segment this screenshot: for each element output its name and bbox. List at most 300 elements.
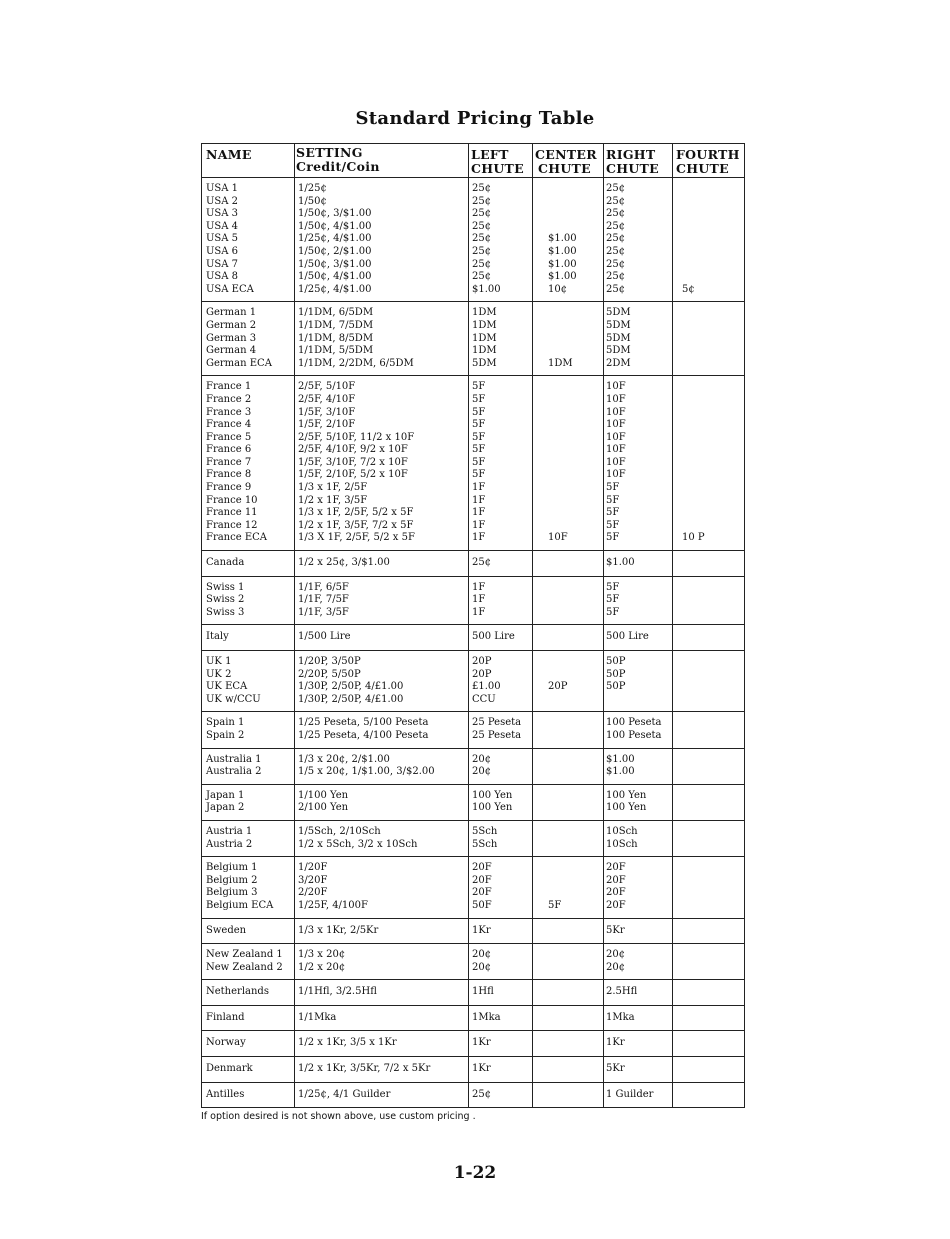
table-row <box>202 875 744 888</box>
cell-right-chute: 5F <box>606 494 620 506</box>
table-row <box>202 221 744 234</box>
table-row <box>202 839 744 852</box>
cell-left-chute: 1F <box>472 594 486 606</box>
cell-right-chute: 5F <box>606 482 620 494</box>
cell-name: UK 2 <box>206 668 232 680</box>
cell-left-chute: $1.00 <box>472 283 501 295</box>
cell-right-chute: 25¢ <box>606 245 626 257</box>
cell-setting: 1/25 Peseta, 5/100 Peseta <box>298 717 429 729</box>
table-row <box>202 208 744 221</box>
cell-setting: 1/20P, 3/50P <box>298 656 361 667</box>
table-row <box>202 1089 744 1102</box>
cell-name: Swiss 3 <box>206 606 245 618</box>
cell-setting: 1/1DM, 2/2DM, 6/5DM <box>298 357 414 369</box>
table-row <box>202 557 744 570</box>
cell-right-chute: 25¢ <box>606 271 626 283</box>
cell-right-chute: 10F <box>606 444 626 456</box>
cell-name: Austria 1 <box>206 825 253 837</box>
cell-left-chute: 1F <box>472 606 486 618</box>
cell-name: France 3 <box>206 406 252 418</box>
cell-setting: 2/5F, 4/10F, 9/2 x 10F <box>298 444 408 456</box>
cell-setting: 3/20F <box>298 874 328 886</box>
table-row <box>202 900 744 913</box>
cell-setting: 1/2 x 1Kr, 3/5Kr, 7/2 x 5Kr <box>298 1063 431 1075</box>
cell-right-chute: 20F <box>606 874 626 886</box>
cell-setting: 2/5F, 5/10F, 11/2 x 10F <box>298 431 415 443</box>
table-row <box>202 259 744 272</box>
cell-right-chute: $1.00 <box>606 557 635 569</box>
table-row <box>202 246 744 259</box>
cell-setting: 1/3 x 20¢, 2/$1.00 <box>298 753 390 765</box>
cell-name: German 3 <box>206 332 257 344</box>
table-row <box>202 233 744 246</box>
cell-right-chute: 25¢ <box>606 283 626 295</box>
cell-left-chute: 1F <box>472 507 486 519</box>
cell-name: Antilles <box>206 1088 245 1100</box>
cell-left-chute: 100 Yen <box>472 802 513 814</box>
cell-name: France 9 <box>206 482 252 494</box>
cell-name: USA 5 <box>206 233 239 245</box>
table-row <box>202 407 744 420</box>
cell-name: USA 2 <box>206 195 239 207</box>
cell-name: Finland <box>206 1011 245 1023</box>
cell-left-chute: 1DM <box>472 307 497 319</box>
cell-right-chute: 100 Yen <box>606 789 647 801</box>
cell-setting: 2/20P, 5/50P <box>298 668 361 680</box>
cell-name: UK ECA <box>206 681 248 693</box>
country-group <box>202 785 744 821</box>
table-row <box>202 520 744 533</box>
cell-right-chute: 10Sch <box>606 838 638 850</box>
table-row <box>202 826 744 839</box>
cell-left-chute: 50F <box>472 899 492 911</box>
table-row <box>202 925 744 938</box>
cell-name: Denmark <box>206 1063 253 1075</box>
table-row <box>202 656 744 669</box>
cell-setting: 1/500 Lire <box>298 631 351 643</box>
cell-name: German 2 <box>206 319 257 331</box>
cell-left-chute: 25¢ <box>472 258 492 270</box>
cell-name: France 12 <box>206 519 258 531</box>
country-group <box>202 821 744 857</box>
cell-right-chute: 50P <box>606 668 626 680</box>
cell-setting: 1/25¢, 4/$1.00 <box>298 233 372 245</box>
cell-setting: 1/20F <box>298 862 328 874</box>
header-left-sub: CHUTE <box>471 161 524 176</box>
country-group <box>202 1031 744 1057</box>
cell-center-chute: $1.00 <box>548 271 577 283</box>
cell-left-chute: 1F <box>472 532 486 544</box>
cell-name: USA 1 <box>206 183 239 194</box>
cell-right-chute: 25¢ <box>606 220 626 232</box>
cell-left-chute: 500 Lire <box>472 631 515 643</box>
cell-left-chute: 25¢ <box>472 557 492 569</box>
cell-setting: 1/3 x 1F, 2/5F, 5/2 x 5F <box>298 507 414 519</box>
cell-setting: 1/1F, 7/5F <box>298 594 349 606</box>
cell-right-chute: 25¢ <box>606 195 626 207</box>
cell-right-chute: 10Sch <box>606 825 638 837</box>
country-group <box>202 944 744 980</box>
cell-right-chute: 2DM <box>606 357 631 369</box>
cell-left-chute: 20¢ <box>472 961 492 973</box>
country-group <box>202 376 744 551</box>
cell-setting: 1/1F, 3/5F <box>298 606 349 618</box>
cell-right-chute: 5DM <box>606 345 631 357</box>
cell-right-chute: 5F <box>606 532 620 544</box>
cell-left-chute: 1DM <box>472 332 497 344</box>
cell-setting: 1/50¢ <box>298 195 327 207</box>
cell-left-chute: 5F <box>472 469 486 481</box>
cell-right-chute: 100 Yen <box>606 802 647 814</box>
cell-left-chute: 20F <box>472 862 492 874</box>
cell-name: France ECA <box>206 532 267 544</box>
cell-setting: 1/3 x 1Kr, 2/5Kr <box>298 924 379 936</box>
cell-left-chute: 1Kr <box>472 1063 491 1075</box>
cell-setting: 1/100 Yen <box>298 789 349 801</box>
table-row <box>202 307 744 320</box>
cell-right-chute: 10F <box>606 381 626 393</box>
cell-left-chute: 25 Peseta <box>472 717 522 729</box>
cell-right-chute: 20¢ <box>606 949 626 961</box>
cell-left-chute: 25¢ <box>472 1088 492 1100</box>
country-group <box>202 551 744 577</box>
country-group <box>202 625 744 651</box>
table-row <box>202 1012 744 1025</box>
cell-setting: 1/25F, 4/100F <box>298 899 368 911</box>
cell-name: USA 6 <box>206 245 239 257</box>
cell-setting: 1/5 x 20¢, 1/$1.00, 3/$2.00 <box>298 766 435 778</box>
cell-name: Belgium 2 <box>206 874 258 886</box>
page-number: 1-22 <box>453 1163 497 1183</box>
cell-left-chute: 25 Peseta <box>472 729 522 741</box>
cell-name: Australia 1 <box>206 753 262 765</box>
cell-name: UK 1 <box>206 656 232 667</box>
table-row <box>202 669 744 682</box>
table-row <box>202 681 744 694</box>
cell-right-chute: 100 Peseta <box>606 729 662 741</box>
table-row <box>202 532 744 545</box>
country-group <box>202 1006 744 1032</box>
cell-fourth-chute: 10 P <box>682 532 705 544</box>
cell-right-chute: 1Mka <box>606 1011 635 1023</box>
cell-name: USA ECA <box>206 283 254 295</box>
cell-setting: 1/3 x 20¢ <box>298 949 346 961</box>
cell-right-chute: 1 Guilder <box>606 1088 654 1100</box>
cell-name: German ECA <box>206 357 272 369</box>
table-row <box>202 358 744 371</box>
cell-right-chute: 5F <box>606 507 620 519</box>
cell-left-chute: 1F <box>472 581 486 593</box>
cell-name: German 1 <box>206 307 257 319</box>
cell-left-chute: 1F <box>472 494 486 506</box>
table-row <box>202 694 744 707</box>
country-group <box>202 980 744 1006</box>
table-row <box>202 631 744 644</box>
cell-name: Italy <box>206 631 229 643</box>
cell-right-chute: 5DM <box>606 332 631 344</box>
cell-name: France 11 <box>206 507 258 519</box>
cell-right-chute: 50P <box>606 656 626 667</box>
country-group <box>202 919 744 945</box>
table-row <box>202 582 744 595</box>
cell-left-chute: 1F <box>472 519 486 531</box>
table-row <box>202 594 744 607</box>
cell-right-chute: $1.00 <box>606 753 635 765</box>
cell-name: Swiss 1 <box>206 581 245 593</box>
table-row <box>202 766 744 779</box>
table-row <box>202 444 744 457</box>
table-row <box>202 419 744 432</box>
table-row <box>202 1037 744 1050</box>
cell-setting: 1/3 X 1F, 2/5F, 5/2 x 5F <box>298 532 415 544</box>
cell-right-chute: 50P <box>606 681 626 693</box>
cell-left-chute: 20F <box>472 887 492 899</box>
cell-setting: 1/5F, 2/10F, 5/2 x 10F <box>298 469 408 481</box>
cell-left-chute: 5F <box>472 393 486 405</box>
table-row <box>202 887 744 900</box>
table-row <box>202 345 744 358</box>
cell-left-chute: 20¢ <box>472 949 492 961</box>
cell-right-chute: 5F <box>606 519 620 531</box>
cell-right-chute: 20F <box>606 887 626 899</box>
cell-fourth-chute: 5¢ <box>682 283 695 295</box>
table-row <box>202 284 744 297</box>
cell-left-chute: £1.00 <box>472 681 501 693</box>
cell-left-chute: 100 Yen <box>472 789 513 801</box>
cell-name: Japan 1 <box>206 789 245 801</box>
cell-right-chute: 20F <box>606 899 626 911</box>
table-row <box>202 469 744 482</box>
cell-name: Australia 2 <box>206 766 262 778</box>
cell-name: France 4 <box>206 419 252 431</box>
cell-center-chute: $1.00 <box>548 258 577 270</box>
cell-left-chute: 1DM <box>472 345 497 357</box>
cell-name: Spain 2 <box>206 729 245 741</box>
cell-setting: 1/2 x 25¢, 3/$1.00 <box>298 557 390 569</box>
cell-center-chute: $1.00 <box>548 245 577 257</box>
cell-right-chute: 5F <box>606 594 620 606</box>
cell-right-chute: 500 Lire <box>606 631 649 643</box>
cell-setting: 1/25 Peseta, 4/100 Peseta <box>298 729 429 741</box>
cell-left-chute: 25¢ <box>472 208 492 220</box>
cell-name: France 1 <box>206 381 252 393</box>
cell-setting: 1/5F, 3/10F <box>298 406 356 418</box>
cell-left-chute: CCU <box>472 693 496 705</box>
cell-right-chute: 5DM <box>606 319 631 331</box>
country-group <box>202 302 744 376</box>
header-right: RIGHT <box>606 147 656 162</box>
cell-setting: 1/50¢, 2/$1.00 <box>298 245 372 257</box>
footnote: If option desired is not shown above, use custom pricing . <box>201 1111 476 1122</box>
cell-name: Swiss 2 <box>206 594 245 606</box>
cell-left-chute: 25¢ <box>472 271 492 283</box>
table-row <box>202 790 744 803</box>
cell-left-chute: 5F <box>472 381 486 393</box>
cell-left-chute: 1Kr <box>472 924 491 936</box>
country-group <box>202 178 744 302</box>
cell-setting: 1/1F, 6/5F <box>298 581 349 593</box>
cell-left-chute: 5Sch <box>472 825 498 837</box>
table-body <box>202 178 744 1107</box>
cell-name: New Zealand 2 <box>206 961 283 973</box>
cell-center-chute: 1DM <box>548 357 573 369</box>
cell-name: Sweden <box>206 924 247 936</box>
cell-name: Belgium 1 <box>206 862 258 874</box>
table-row <box>202 495 744 508</box>
cell-right-chute: 1Kr <box>606 1037 625 1049</box>
cell-setting: 1/1DM, 6/5DM <box>298 307 374 319</box>
cell-setting: 1/2 x 5Sch, 3/2 x 10Sch <box>298 838 418 850</box>
table-row <box>202 730 744 743</box>
cell-name: Spain 1 <box>206 717 245 729</box>
cell-left-chute: 5DM <box>472 357 497 369</box>
cell-center-chute: 20P <box>548 681 568 693</box>
cell-setting: 1/2 x 1Kr, 3/5 x 1Kr <box>298 1037 397 1049</box>
header-right-sub: CHUTE <box>606 161 659 176</box>
cell-setting: 1/2 x 1F, 3/5F, 7/2 x 5F <box>298 519 414 531</box>
cell-left-chute: 5F <box>472 444 486 456</box>
header-name: NAME <box>206 147 252 162</box>
cell-right-chute: 10F <box>606 419 626 431</box>
cell-right-chute: $1.00 <box>606 766 635 778</box>
page-title: Standard Pricing Table <box>355 108 595 129</box>
cell-right-chute: 25¢ <box>606 258 626 270</box>
table-row <box>202 320 744 333</box>
country-group <box>202 712 744 748</box>
table-row <box>202 754 744 767</box>
cell-name: France 8 <box>206 469 252 481</box>
cell-right-chute: 5Kr <box>606 1063 625 1075</box>
cell-name: France 7 <box>206 456 252 468</box>
cell-right-chute: 10F <box>606 393 626 405</box>
cell-setting: 1/1DM, 7/5DM <box>298 319 374 331</box>
country-group <box>202 1057 744 1083</box>
table-row <box>202 271 744 284</box>
cell-setting: 1/50¢, 3/$1.00 <box>298 208 372 220</box>
table-row <box>202 717 744 730</box>
cell-right-chute: 10F <box>606 431 626 443</box>
table-row <box>202 381 744 394</box>
cell-right-chute: 5F <box>606 606 620 618</box>
cell-center-chute: 10¢ <box>548 283 568 295</box>
cell-setting: 1/50¢, 3/$1.00 <box>298 258 372 270</box>
table-row <box>202 394 744 407</box>
country-group <box>202 749 744 785</box>
table-row <box>202 862 744 875</box>
table-row <box>202 183 744 196</box>
cell-left-chute: 20¢ <box>472 753 492 765</box>
cell-left-chute: 20P <box>472 656 492 667</box>
cell-right-chute: 20¢ <box>606 961 626 973</box>
cell-setting: 1/2 x 1F, 3/5F <box>298 494 368 506</box>
table-row <box>202 986 744 999</box>
header-setting-sub: Credit/Coin <box>296 159 380 174</box>
cell-setting: 1/1Mka <box>298 1011 337 1023</box>
table-row <box>202 607 744 620</box>
table-row <box>202 457 744 470</box>
cell-name: Norway <box>206 1037 246 1049</box>
header-fourth: FOURTH <box>676 147 740 162</box>
cell-setting: 1/1DM, 8/5DM <box>298 332 374 344</box>
cell-setting: 1/50¢, 4/$1.00 <box>298 220 372 232</box>
table-header <box>202 144 744 178</box>
cell-setting: 1/5F, 2/10F <box>298 419 356 431</box>
cell-left-chute: 1Kr <box>472 1037 491 1049</box>
cell-setting: 1/2 x 20¢ <box>298 961 346 973</box>
cell-left-chute: 5F <box>472 456 486 468</box>
table-row <box>202 432 744 445</box>
cell-name: Belgium 3 <box>206 887 258 899</box>
cell-right-chute: 25¢ <box>606 208 626 220</box>
cell-setting: 1/50¢, 4/$1.00 <box>298 271 372 283</box>
cell-name: USA 4 <box>206 220 239 232</box>
cell-setting: 2/20F <box>298 887 328 899</box>
cell-setting: 1/25¢, 4/$1.00 <box>298 283 372 295</box>
cell-name: New Zealand 1 <box>206 949 283 961</box>
cell-right-chute: 5Kr <box>606 924 625 936</box>
header-fourth-sub: CHUTE <box>676 161 729 176</box>
cell-setting: 1/30P, 2/50P, 4/£1.00 <box>298 693 404 705</box>
country-group <box>202 1083 744 1108</box>
cell-right-chute: 25¢ <box>606 183 626 194</box>
cell-setting: 1/5F, 3/10F, 7/2 x 10F <box>298 456 408 468</box>
cell-setting: 1/3 x 1F, 2/5F <box>298 482 368 494</box>
cell-setting: 1/25¢, 4/1 Guilder <box>298 1088 391 1100</box>
cell-left-chute: 5F <box>472 406 486 418</box>
table-row <box>202 482 744 495</box>
cell-left-chute: 25¢ <box>472 183 492 194</box>
cell-right-chute: 20F <box>606 862 626 874</box>
cell-setting: 1/25¢ <box>298 183 327 194</box>
cell-name: France 2 <box>206 393 252 405</box>
cell-name: Canada <box>206 557 245 569</box>
cell-left-chute: 5F <box>472 419 486 431</box>
cell-name: German 4 <box>206 345 257 357</box>
cell-right-chute: 5DM <box>606 307 631 319</box>
cell-right-chute: 2.5Hfl <box>606 986 638 998</box>
cell-setting: 2/5F, 4/10F <box>298 393 356 405</box>
header-left: LEFT <box>471 147 509 162</box>
cell-name: USA 8 <box>206 271 239 283</box>
country-group <box>202 577 744 626</box>
cell-left-chute: 1Hfl <box>472 986 494 998</box>
cell-right-chute: 10F <box>606 406 626 418</box>
cell-name: USA 3 <box>206 208 239 220</box>
table-row <box>202 507 744 520</box>
cell-left-chute: 25¢ <box>472 233 492 245</box>
cell-left-chute: 20¢ <box>472 766 492 778</box>
table-row <box>202 1063 744 1076</box>
pricing-table <box>201 143 745 1108</box>
cell-right-chute: 25¢ <box>606 233 626 245</box>
cell-left-chute: 1F <box>472 482 486 494</box>
cell-name: France 5 <box>206 431 252 443</box>
cell-left-chute: 25¢ <box>472 245 492 257</box>
header-center: CENTER <box>535 147 597 162</box>
cell-setting: 1/30P, 2/50P, 4/£1.00 <box>298 681 404 693</box>
table-row <box>202 802 744 815</box>
cell-name: Austria 2 <box>206 838 253 850</box>
cell-name: Belgium ECA <box>206 899 274 911</box>
cell-left-chute: 25¢ <box>472 220 492 232</box>
cell-left-chute: 5Sch <box>472 838 498 850</box>
header-setting: SETTING <box>296 145 363 160</box>
cell-name: France 10 <box>206 494 258 506</box>
cell-left-chute: 20F <box>472 874 492 886</box>
cell-name: UK w/CCU <box>206 693 261 705</box>
cell-name: Netherlands <box>206 986 269 998</box>
cell-right-chute: 10F <box>606 469 626 481</box>
